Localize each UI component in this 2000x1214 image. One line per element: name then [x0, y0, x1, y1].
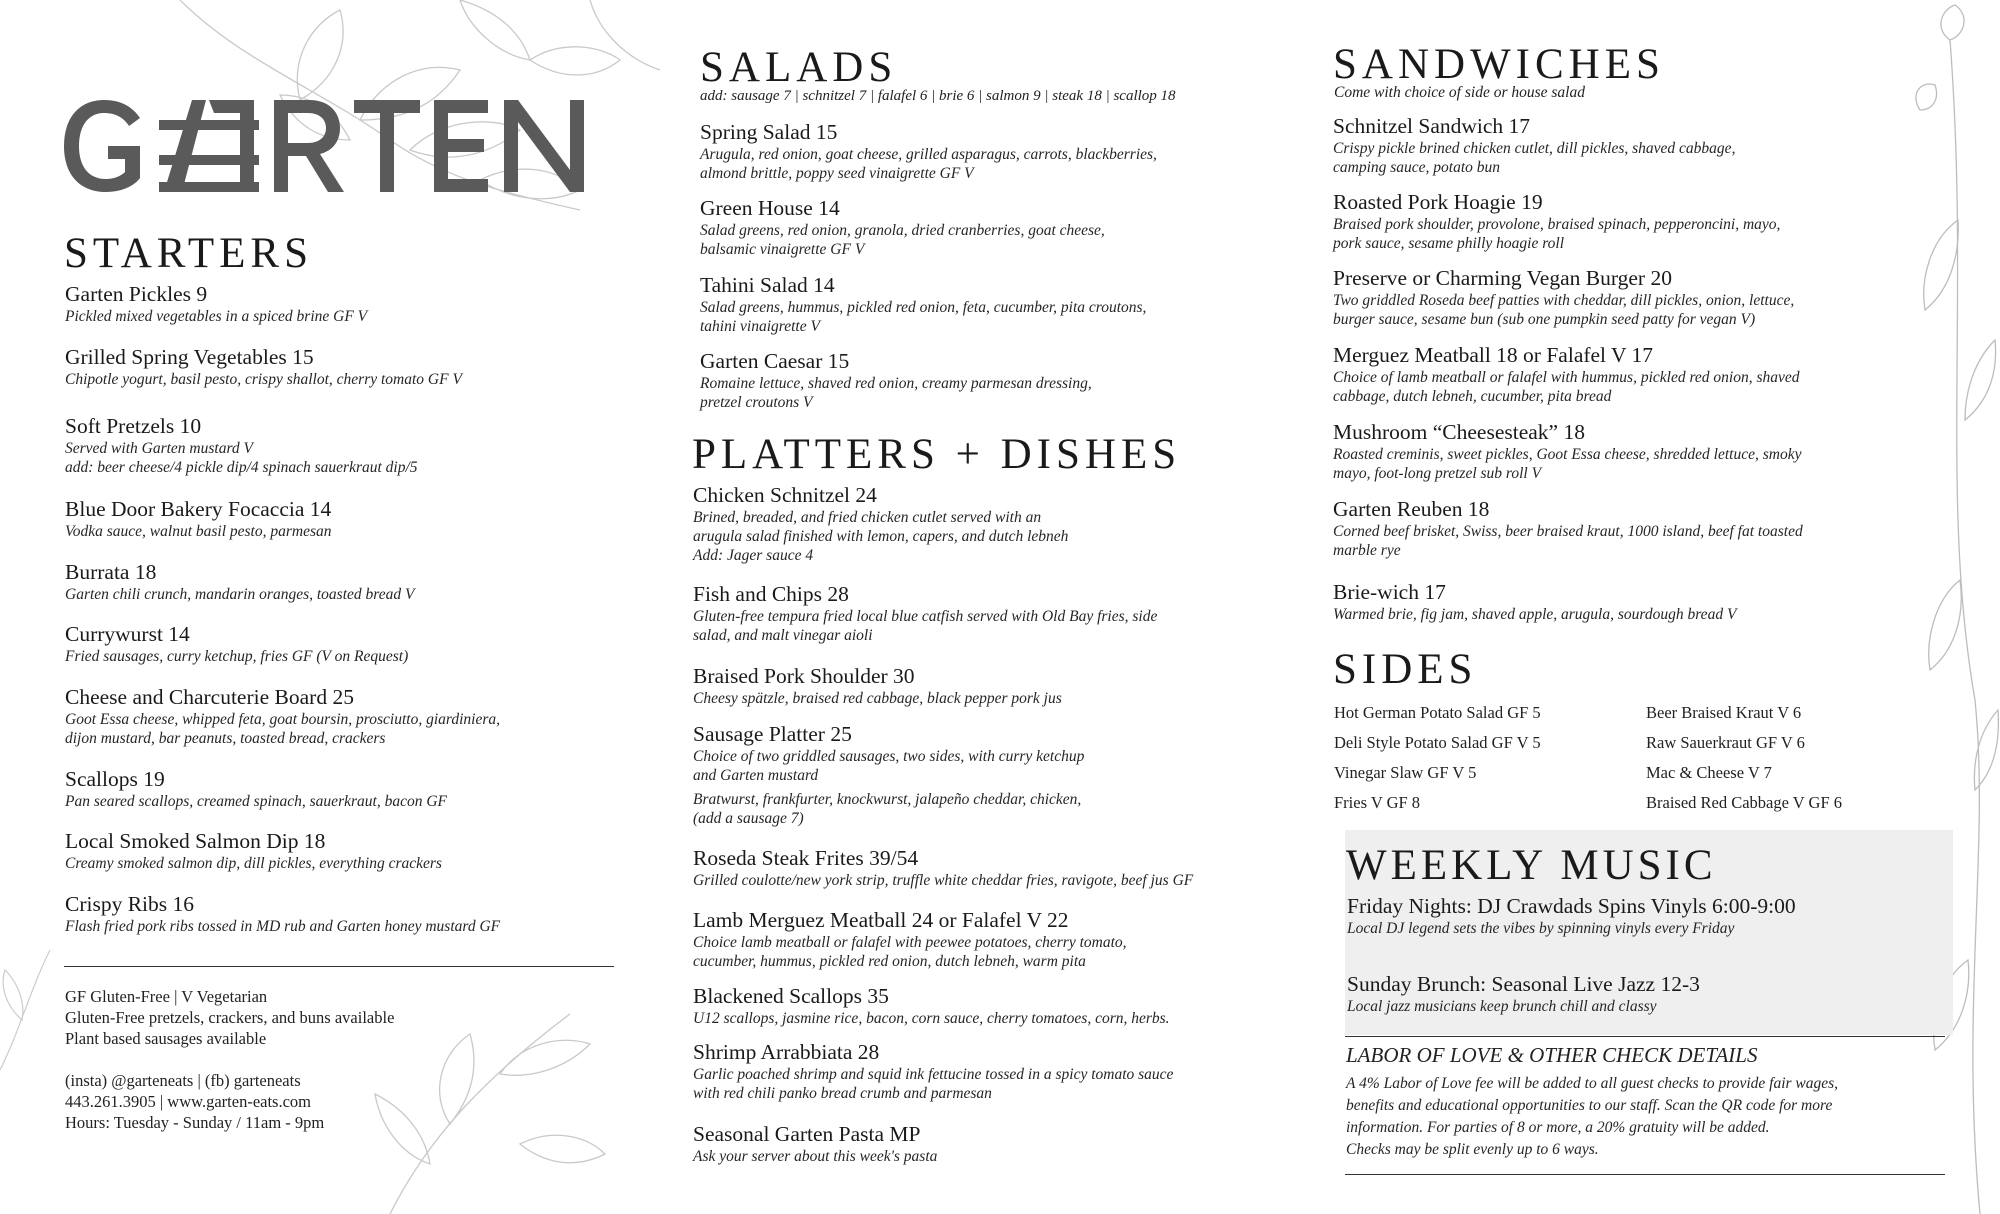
menu-item-name: Garten Pickles 9	[65, 282, 208, 306]
menu-item	[693, 908, 1127, 971]
botanical-illustration-bottom-left	[370, 894, 610, 1214]
menu-item-description: Pickled mixed vegetables in a spiced brine GF V	[65, 307, 368, 325]
menu-item-name: Chicken Schnitzel 24	[693, 483, 877, 507]
check-details-line: Checks may be split evenly up to 6 ways.	[1346, 1141, 1599, 1158]
salad-addons: add: sausage 7 | schnitzel 7 | falafel 6 | brie 6 | salmon 9 | steak 18 | scallop 18	[700, 88, 1176, 104]
hours: Hours: Tuesday - Sunday / 11am - 9pm	[65, 1113, 325, 1132]
menu-item-description: Chipotle yogurt, basil pesto, crispy shallot, cherry tomato GF V	[65, 370, 462, 388]
menu-item	[693, 582, 1157, 645]
weekly-music-heading: WEEKLY MUSIC	[1346, 842, 1717, 889]
menu-item	[65, 767, 447, 811]
dietary-legend	[65, 986, 394, 1049]
menu-item	[700, 196, 1105, 259]
menu-item	[693, 722, 1084, 828]
menu-item	[693, 846, 1193, 890]
side-item: Deli Style Potato Salad GF V 5	[1334, 733, 1541, 752]
menu-item	[700, 273, 1146, 336]
menu-item-description: Warmed brie, fig jam, shaved apple, arugula, sourdough bread V	[1333, 605, 1737, 623]
menu-item-description: Cheesy spätzle, braised red cabbage, black pepper pork jus	[693, 689, 1062, 707]
sausage-options: Bratwurst, frankfurter, knockwurst, jalapeño cheddar, chicken,	[693, 790, 1082, 808]
menu-item	[65, 414, 418, 477]
menu-item-description: almond brittle, poppy seed vinaigrette GF V	[700, 164, 974, 182]
side-item: Vinegar Slaw GF V 5	[1334, 763, 1477, 782]
menu-item-description: Corned beef brisket, Swiss, beer braised kraut, 1000 island, beef fat toasted	[1333, 522, 1803, 540]
menu-item	[1333, 343, 1800, 406]
menu-item-description: tahini vinaigrette V	[700, 317, 820, 335]
starters-heading: STARTERS	[64, 230, 314, 277]
menu-item-name: Garten Reuben 18	[1333, 497, 1490, 521]
menu-item	[1333, 580, 1736, 624]
menu-item	[65, 560, 414, 604]
labor-of-love-heading: LABOR OF LOVE & OTHER CHECK DETAILS	[1346, 1043, 1758, 1067]
menu-item-name: Merguez Meatball 18 or Falafel V 17	[1333, 343, 1654, 367]
divider	[1345, 1036, 1945, 1037]
menu-item	[700, 349, 1092, 412]
menu-item-description: mayo, foot-long pretzel sub roll V	[1333, 464, 1542, 482]
sides-heading: SIDES	[1333, 646, 1478, 693]
menu-item-description: marble rye	[1333, 541, 1401, 559]
menu-item-description: Brined, breaded, and fried chicken cutlet served with an	[693, 508, 1042, 526]
menu-item	[65, 497, 332, 541]
menu-item-name: Cheese and Charcuterie Board 25	[65, 685, 354, 709]
menu-item	[1333, 266, 1794, 329]
menu-item-name: Schnitzel Sandwich 17	[1333, 114, 1531, 138]
menu-item-name: Grilled Spring Vegetables 15	[65, 345, 314, 369]
menu-item-name: Lamb Merguez Meatball 24 or Falafel V 22	[693, 908, 1069, 932]
menu-item-description: Fried sausages, curry ketchup, fries GF (V on Request)	[65, 647, 409, 665]
menu-item-name: Currywurst 14	[65, 622, 190, 646]
menu-item-description: Ask your server about this week's pasta	[693, 1147, 938, 1165]
menu-item-description: Flash fried pork ribs tossed in MD rub and Garten honey mustard GF	[65, 917, 501, 935]
legend-line: GF Gluten-Free | V Vegetarian	[65, 987, 268, 1006]
side-item: Beer Braised Kraut V 6	[1646, 703, 1802, 722]
music-event	[1347, 894, 1796, 938]
menu-item-name: Burrata 18	[65, 560, 157, 584]
menu-item-description: salad, and malt vinegar aioli	[693, 626, 873, 644]
menu-item-description: Grilled coulotte/new york strip, truffle white cheddar fries, ravigote, beef jus GF	[693, 871, 1194, 889]
legend-line: Plant based sausages available	[65, 1029, 267, 1048]
menu-item-name: Fish and Chips 28	[693, 582, 849, 606]
check-details-line: benefits and educational opportunities to our staff. Scan the QR code for more	[1346, 1097, 1833, 1114]
botanical-illustration-lower-left	[0, 930, 60, 1070]
menu-item-name: Blackened Scallops 35	[693, 984, 889, 1008]
menu-item-description: Salad greens, red onion, granola, dried cranberries, goat cheese,	[700, 221, 1105, 239]
menu-item	[693, 1040, 1173, 1103]
menu-item-description: dijon mustard, bar peanuts, toasted bread, crackers	[65, 729, 386, 747]
menu-item-name: Local Smoked Salmon Dip 18	[65, 829, 326, 853]
music-event-description: Local jazz musicians keep brunch chill and classy	[1347, 997, 1657, 1015]
menu-item-name: Crispy Ribs 16	[65, 892, 195, 916]
menu-item-name: Seasonal Garten Pasta MP	[693, 1122, 921, 1146]
sausage-addon: (add a sausage 7)	[693, 809, 804, 827]
menu-item-description: Roasted creminis, sweet pickles, Goot Essa cheese, shredded lettuce, smoky	[1333, 445, 1802, 463]
menu-item-description: cabbage, dutch lebneh, cucumber, pita bread	[1333, 387, 1612, 405]
menu-item-addon: Add: Jager sauce 4	[693, 546, 814, 564]
salads-heading: SALADS	[700, 44, 898, 91]
sandwiches-heading: SANDWICHES	[1333, 41, 1665, 88]
check-details	[1346, 1073, 1838, 1161]
menu-item	[65, 282, 367, 326]
menu-item-description: Goot Essa cheese, whipped feta, goat boursin, prosciutto, giardiniera,	[65, 710, 500, 728]
menu-item	[700, 120, 1157, 183]
contact-info	[65, 1070, 324, 1133]
check-details-line: information. For parties of 8 or more, a 20% gratuity will be added.	[1346, 1119, 1770, 1136]
divider	[64, 966, 614, 967]
menu-item-name: Brie-wich 17	[1333, 580, 1446, 604]
menu-item-description: Gluten-free tempura fried local blue catfish served with Old Bay fries, side	[693, 607, 1158, 625]
music-event	[1347, 972, 1700, 1016]
menu-item	[1333, 420, 1801, 483]
menu-item-description: Choice of two griddled sausages, two sides, with curry ketchup	[693, 747, 1085, 765]
menu-item-name: Braised Pork Shoulder 30	[693, 664, 915, 688]
menu-item-name: Spring Salad 15	[700, 120, 838, 144]
menu-item	[65, 829, 442, 873]
legend-line: Gluten-Free pretzels, crackers, and buns available	[65, 1008, 395, 1027]
menu-item	[693, 483, 1068, 565]
check-details-line: A 4% Labor of Love fee will be added to all guest checks to provide fair wages,	[1346, 1075, 1839, 1092]
menu-item-description: Choice of lamb meatball or falafel with hummus, pickled red onion, shaved	[1333, 368, 1800, 386]
menu-item-description: pretzel croutons V	[700, 393, 813, 411]
sandwich-note: Come with choice of side or house salad	[1334, 84, 1585, 101]
menu-item-description: burger sauce, sesame bun (sub one pumpkin seed patty for vegan V)	[1333, 310, 1756, 328]
menu-item-name: Garten Caesar 15	[700, 349, 850, 373]
menu-item-name: Roasted Pork Hoagie 19	[1333, 190, 1543, 214]
menu-item-name: Green House 14	[700, 196, 840, 220]
menu-item-name: Preserve or Charming Vegan Burger 20	[1333, 266, 1672, 290]
menu-item-description: Romaine lettuce, shaved red onion, creamy parmesan dressing,	[700, 374, 1092, 392]
menu-item-description: pork sauce, sesame philly hoagie roll	[1333, 234, 1565, 252]
menu-item-name: Roseda Steak Frites 39/54	[693, 846, 919, 870]
menu-item-description: Arugula, red onion, goat cheese, grilled asparagus, carrots, blackberries,	[700, 145, 1157, 163]
menu-item	[693, 984, 1170, 1028]
menu-item-description: Two griddled Roseda beef patties with cheddar, dill pickles, onion, lettuce,	[1333, 291, 1795, 309]
menu-item-description: Served with Garten mustard V	[65, 439, 253, 457]
side-item: Braised Red Cabbage V GF 6	[1646, 793, 1842, 812]
menu-item	[1333, 114, 1735, 177]
divider	[1345, 1174, 1945, 1175]
menu-item-name: Tahini Salad 14	[700, 273, 835, 297]
menu-item	[65, 345, 462, 389]
platters-heading: PLATTERS + DISHES	[692, 431, 1182, 478]
menu-item-name: Scallops 19	[65, 767, 165, 791]
music-event-description: Local DJ legend sets the vibes by spinning vinyls every Friday	[1347, 919, 1735, 937]
menu-item-name: Shrimp Arrabbiata 28	[693, 1040, 880, 1064]
menu-item-description: Braised pork shoulder, provolone, braised spinach, pepperoncini, mayo,	[1333, 215, 1781, 233]
music-event-title: Sunday Brunch: Seasonal Live Jazz 12-3	[1347, 972, 1700, 996]
menu-item-description: Choice lamb meatball or falafel with peewee potatoes, cherry tomato,	[693, 933, 1127, 951]
menu-item-description: add: beer cheese/4 pickle dip/4 spinach sauerkraut dip/5	[65, 458, 418, 476]
menu-item-description: Garten chili crunch, mandarin oranges, toasted bread V	[65, 585, 415, 603]
menu-item	[693, 1122, 937, 1166]
menu-item-description: Garlic poached shrimp and squid ink fettucine tossed in a spicy tomato sauce	[693, 1065, 1174, 1083]
menu-item-description: Creamy smoked salmon dip, dill pickles, everything crackers	[65, 854, 442, 872]
menu-item	[1333, 190, 1780, 253]
social-handles: (insta) @garteneats | (fb) garteneats	[65, 1071, 301, 1090]
side-item: Fries V GF 8	[1334, 793, 1421, 812]
side-item: Raw Sauerkraut GF V 6	[1646, 733, 1805, 752]
menu-item-description: cucumber, hummus, pickled red onion, dutch lebneh, warm pita	[693, 952, 1086, 970]
phone-website: 443.261.3905 | www.garten-eats.com	[65, 1092, 312, 1111]
menu-item	[693, 664, 1062, 708]
menu-item-description: camping sauce, potato bun	[1333, 158, 1501, 176]
menu-item	[65, 622, 408, 666]
menu-item-description: arugula salad finished with lemon, capers, and dutch lebneh	[693, 527, 1069, 545]
menu-item-name: Mushroom “Cheesesteak” 18	[1333, 420, 1585, 444]
menu-item-description: Pan seared scallops, creamed spinach, sauerkraut, bacon GF	[65, 792, 447, 810]
music-event-title: Friday Nights: DJ Crawdads Spins Vinyls 6:00-9:00	[1347, 894, 1796, 918]
side-item: Hot German Potato Salad GF 5	[1334, 703, 1541, 722]
menu-item-description: Salad greens, hummus, pickled red onion, feta, cucumber, pita croutons,	[700, 298, 1147, 316]
menu-item-name: Soft Pretzels 10	[65, 414, 202, 438]
menu-item-name: Blue Door Bakery Focaccia 14	[65, 497, 332, 521]
side-item: Mac & Cheese V 7	[1646, 763, 1772, 782]
menu-item-description: Crispy pickle brined chicken cutlet, dill pickles, shaved cabbage,	[1333, 139, 1736, 157]
menu-item-description: Vodka sauce, walnut basil pesto, parmesan	[65, 522, 332, 540]
menu-item	[1333, 497, 1803, 560]
menu-item	[65, 892, 500, 936]
menu-item-description: with red chili panko bread crumb and parmesan	[693, 1084, 992, 1102]
garten-logo	[64, 100, 604, 195]
menu-item-description: balsamic vinaigrette GF V	[700, 240, 865, 258]
menu-item-name: Sausage Platter 25	[693, 722, 852, 746]
menu-item	[65, 685, 500, 748]
menu-item-description: U12 scallops, jasmine rice, bacon, corn sauce, cherry tomatoes, corn, herbs.	[693, 1009, 1170, 1027]
menu-item-description: and Garten mustard	[693, 766, 819, 784]
